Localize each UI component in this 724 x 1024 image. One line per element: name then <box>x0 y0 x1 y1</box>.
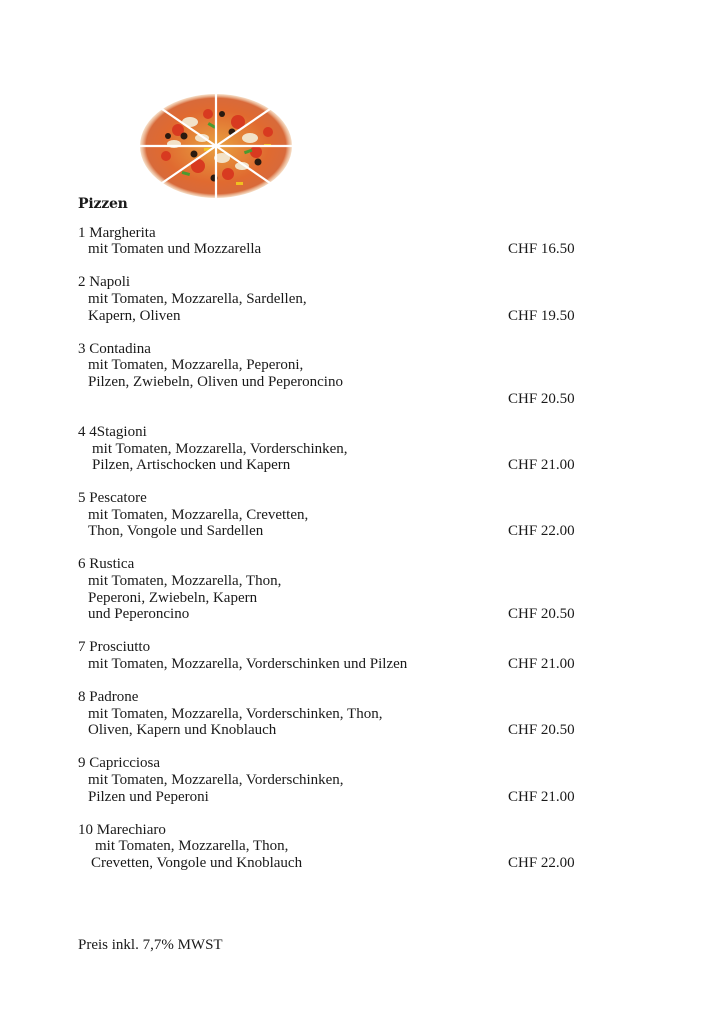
item-description: Oliven, Kapern und Knoblauch <box>88 722 277 738</box>
item-title: 7 Prosciutto <box>78 639 151 655</box>
item-description: mit Tomaten, Mozzarella, Thon, <box>95 838 289 854</box>
item-description: mit Tomaten, Mozzarella, Sardellen, <box>88 291 307 307</box>
item-description: Pilzen, Zwiebeln, Oliven und Peperoncino <box>88 374 343 390</box>
item-title: 8 Padrone <box>78 689 139 705</box>
item-title: 9 Capricciosa <box>78 755 161 771</box>
section-heading: Pizzen <box>78 196 128 212</box>
item-title: 5 Pescatore <box>78 490 147 506</box>
item-description: Pilzen, Artischocken und Kapern <box>92 457 291 473</box>
item-description: mit Tomaten, Mozzarella, Vorderschinken und Pilzen <box>88 656 408 672</box>
item-description: Crevetten, Vongole und Knoblauch <box>91 855 303 871</box>
item-description: mit Tomaten, Mozzarella, Vorderschinken, <box>92 441 348 457</box>
item-price: CHF 20.50 <box>508 606 575 622</box>
item-description: mit Tomaten, Mozzarella, Crevetten, <box>88 507 309 523</box>
pizza-icon <box>138 92 294 200</box>
item-description: mit Tomaten und Mozzarella <box>88 241 262 257</box>
item-price: CHF 21.00 <box>508 457 575 473</box>
item-description: mit Tomaten, Mozzarella, Vorderschinken, <box>88 772 344 788</box>
item-description: Peperoni, Zwiebeln, Kapern <box>88 590 258 606</box>
item-description: Thon, Vongole und Sardellen <box>88 523 264 539</box>
item-price: CHF 20.50 <box>508 722 575 738</box>
item-description: Kapern, Oliven <box>88 308 181 324</box>
item-description: mit Tomaten, Mozzarella, Peperoni, <box>88 357 304 373</box>
item-title: 10 Marechiaro <box>78 822 166 838</box>
item-price: CHF 22.00 <box>508 523 575 539</box>
item-price: CHF 19.50 <box>508 308 575 324</box>
item-price: CHF 21.00 <box>508 789 575 805</box>
item-price: CHF 20.50 <box>508 391 575 407</box>
item-price: CHF 16.50 <box>508 241 575 257</box>
item-title: 6 Rustica <box>78 556 135 572</box>
item-price: CHF 22.00 <box>508 855 575 871</box>
item-title: 4 4Stagioni <box>78 424 147 440</box>
item-price: CHF 21.00 <box>508 656 575 672</box>
item-description: und Peperoncino <box>88 606 190 622</box>
item-description: mit Tomaten, Mozzarella, Vorderschinken, Thon, <box>88 706 383 722</box>
item-title: 3 Contadina <box>78 341 151 357</box>
item-description: Pilzen und Peperoni <box>88 789 209 805</box>
item-description: mit Tomaten, Mozzarella, Thon, <box>88 573 282 589</box>
item-title: 1 Margherita <box>78 225 156 241</box>
item-title: 2 Napoli <box>78 274 131 290</box>
vat-note: Preis inkl. 7,7% MWST <box>78 937 223 953</box>
